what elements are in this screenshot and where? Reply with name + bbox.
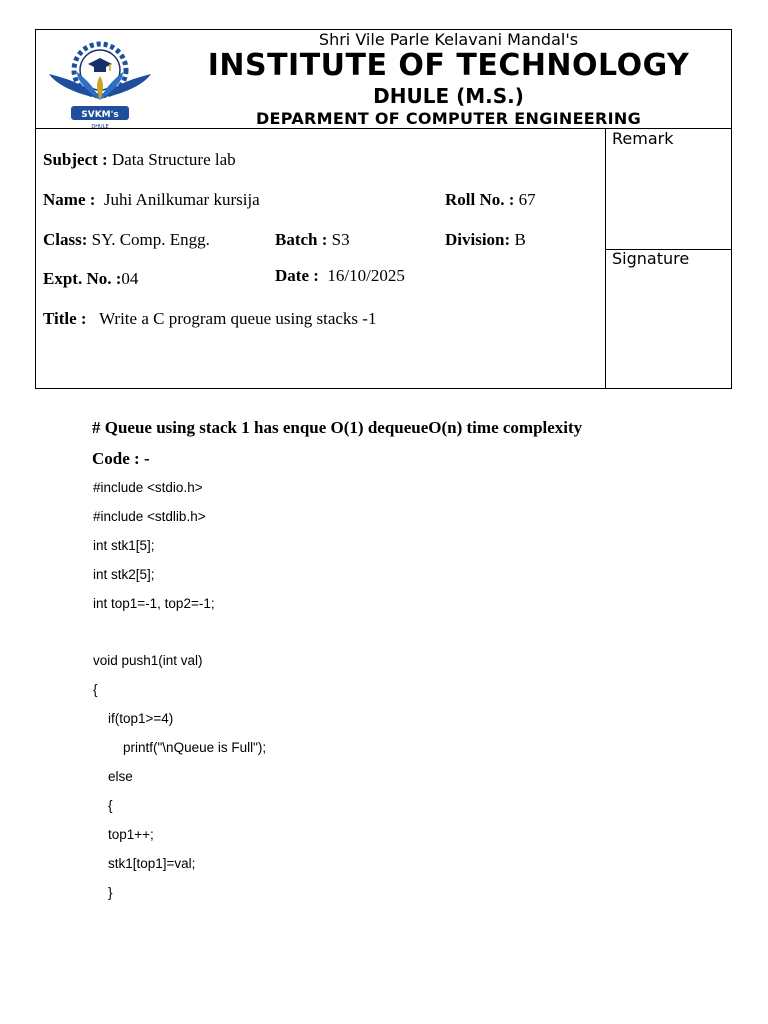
code-line: {	[93, 798, 113, 813]
class-value: SY. Comp. Engg.	[91, 230, 210, 249]
signature-cell	[606, 249, 731, 388]
date-label: Date :	[275, 266, 319, 285]
code-line: #include <stdio.h>	[93, 480, 203, 495]
experiment-number-value: 04	[121, 269, 139, 288]
roll-value: 67	[518, 190, 536, 209]
roll-field	[445, 190, 536, 210]
svkm-logo-graphic	[47, 38, 153, 130]
code-line: {	[93, 682, 98, 697]
division-value: B	[514, 230, 526, 249]
subject-field	[43, 150, 236, 170]
svg-text:DHULE: DHULE	[91, 124, 109, 130]
evaluation-column	[606, 129, 731, 388]
code-line: #include <stdlib.h>	[93, 509, 206, 524]
code-line: else	[93, 769, 133, 784]
division-field	[445, 230, 526, 250]
mandal-name: Shri Vile Parle Kelavani Mandal's	[318, 30, 579, 49]
institute-name: INSTITUTE OF TECHNOLOGY	[207, 48, 690, 83]
roll-label: Roll No. :	[445, 190, 515, 209]
name-label: Name :	[43, 190, 96, 209]
code-line: }	[93, 885, 113, 900]
svkm-logo	[47, 38, 153, 130]
code-line: int top1=-1, top2=-1;	[93, 596, 215, 611]
experiment-info-box	[35, 128, 732, 389]
experiment-number-field	[43, 269, 138, 289]
experiment-number-label: Expt. No. :	[43, 269, 122, 288]
experiment-details	[36, 129, 606, 388]
batch-label: Batch :	[275, 230, 328, 249]
title-field	[43, 309, 376, 329]
subject-label: Subject :	[43, 150, 108, 169]
code-line: void push1(int val)	[93, 653, 203, 668]
batch-field	[275, 230, 350, 250]
class-label: Class:	[43, 230, 88, 249]
code-line: printf("\nQueue is Full");	[93, 740, 267, 755]
title-value: Write a C program queue using stacks -1	[99, 309, 377, 328]
code-line: top1++;	[93, 827, 154, 842]
code-line: int stk1[5];	[93, 538, 155, 553]
division-label: Division:	[445, 230, 511, 249]
batch-value: S3	[331, 230, 350, 249]
code-line: if(top1>=4)	[93, 711, 174, 726]
institute-location: DHULE (M.S.)	[373, 84, 524, 108]
institute-header	[35, 29, 732, 129]
code-label: Code : -	[92, 449, 150, 468]
code-line: stk1[top1]=val;	[93, 856, 196, 871]
class-field	[43, 230, 210, 250]
code-line: int stk2[5];	[93, 567, 155, 582]
subject-value: Data Structure lab	[111, 150, 236, 169]
svg-text:SVKM's: SVKM's	[81, 110, 119, 120]
title-label: Title :	[43, 309, 87, 328]
section-heading: # Queue using stack 1 has enque O(1) dequeueO(n) time complexity	[92, 418, 583, 437]
remark-label: Remark	[612, 129, 674, 148]
name-field	[43, 190, 260, 210]
remark-cell	[606, 129, 731, 250]
date-value: 16/10/2025	[327, 266, 405, 285]
name-value: Juhi Anilkumar kursija	[103, 190, 260, 209]
signature-label: Signature	[612, 249, 690, 268]
department-name: DEPARMENT OF COMPUTER ENGINEERING	[255, 109, 642, 128]
date-field	[275, 266, 405, 286]
